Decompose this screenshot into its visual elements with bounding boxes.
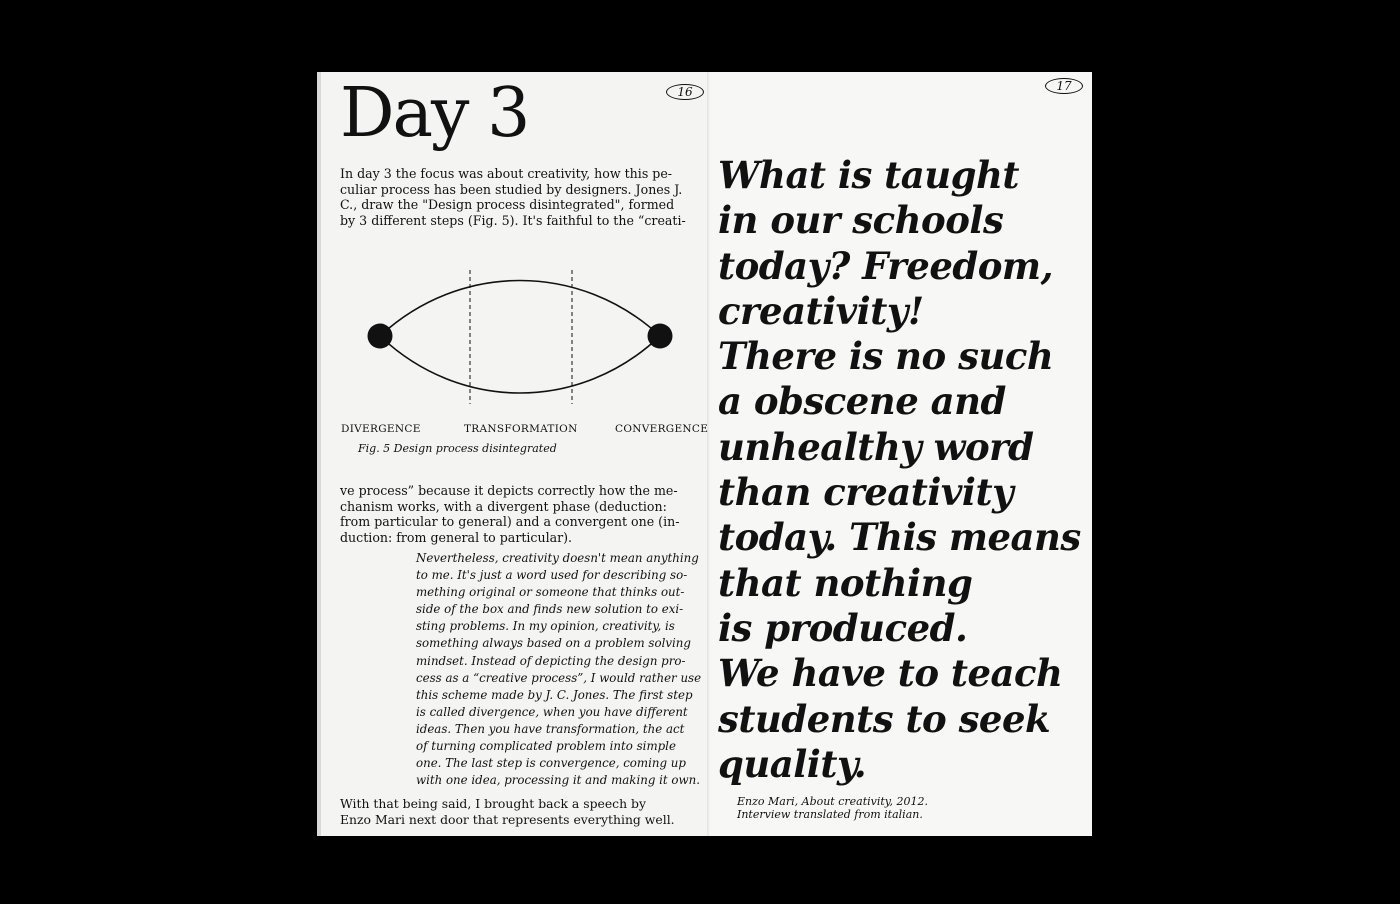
italic-line: mindset. Instead of depicting the design pro-: [416, 653, 686, 668]
quote-line: today. This means: [718, 515, 1081, 560]
intro-line: culiar process has been studied by designers. Jones J.: [340, 181, 683, 197]
quote-line: What is taught: [718, 153, 1019, 197]
quote-line: students to seek: [718, 696, 1051, 741]
intro-line: C., draw the "Design process disintegrated", formed: [340, 197, 675, 213]
italic-line: side of the box and finds new solution to exi-: [416, 602, 684, 617]
italic-line: this scheme made by J. C. Jones. The first step: [416, 687, 693, 702]
page-title: Day 3: [340, 74, 529, 153]
intro-paragraph: [340, 166, 702, 228]
credit-line: Interview translated from italian.: [737, 808, 923, 821]
quote-line: in our schools: [718, 198, 1004, 243]
intro-line: In day 3 the focus was about creativity, how this pe-: [340, 166, 673, 181]
quote-line: quality.: [718, 741, 867, 786]
italic-line: something always based on a problem solving: [416, 636, 691, 651]
quote-line: unhealthy word: [718, 424, 1034, 469]
figure-caption: Fig. 5 Design process disintegrated: [358, 442, 557, 455]
label-convergence: CONVERGENCE: [615, 423, 709, 435]
italic-line: mething original or someone that thinks out-: [416, 585, 685, 600]
italic-line: cess as a “creative process”, I would rather use: [416, 670, 702, 685]
closing-line: With that being said, I brought back a speech by: [340, 796, 646, 811]
italic-line: with one idea, processing it and making it own.: [416, 773, 700, 788]
credit-line: Enzo Mari, About creativity, 2012.: [737, 795, 929, 808]
diagram-upper-arc: [380, 281, 660, 337]
continuation-line: from particular to general) and a convergent one (in-: [340, 514, 680, 530]
quote-line: than creativity: [718, 470, 1014, 515]
closing-line: Enzo Mari next door that represents everything well.: [340, 811, 675, 827]
quote-line: that nothing: [718, 560, 973, 605]
quote-credit: [737, 795, 928, 821]
intro-line: by 3 different steps (Fig. 5). It's faithful to the “creati-: [340, 212, 686, 228]
diagram-lower-arc: [380, 336, 660, 393]
italic-line: one. The last step is convergence, coming up: [416, 756, 686, 771]
quote-line: is produced.: [718, 605, 968, 650]
quote-line: There is no such: [718, 334, 1054, 379]
italic-paragraph: [416, 550, 704, 789]
book-gutter: [707, 72, 710, 836]
italic-line: of turning complicated problem into simple: [416, 739, 676, 754]
diagram-end-node: [648, 324, 673, 349]
page-number-left: 16: [666, 84, 704, 100]
continuation-line: chanism works, with a divergent phase (deduction:: [340, 498, 667, 514]
italic-line: ideas. Then you have transformation, the act: [416, 721, 685, 736]
italic-line: is called divergence, when you have different: [416, 704, 688, 719]
italic-line: sting problems. In my opinion, creativity, is: [416, 619, 675, 634]
italic-line: Nevertheless, creativity doesn't mean anything: [416, 551, 699, 565]
quote-line: We have to teach: [718, 651, 1063, 696]
closing-paragraph: [340, 796, 702, 827]
continuation-line: ve process” because it depicts correctly how the me-: [340, 483, 678, 498]
enzo-mari-quote: [718, 153, 1081, 787]
quote-line: creativity!: [718, 288, 924, 333]
continuation-paragraph: [340, 483, 702, 545]
quote-line: a obscene and: [718, 379, 1006, 424]
continuation-line: duction: from general to particular).: [340, 529, 573, 545]
diagram-start-node: [368, 324, 393, 349]
label-transformation: TRANSFORMATION: [464, 423, 578, 435]
quote-line: today? Freedom,: [718, 243, 1053, 288]
page-number-right: 17: [1045, 78, 1083, 94]
label-divergence: DIVERGENCE: [341, 423, 421, 435]
italic-line: to me. It's just a word used for describing so-: [416, 568, 688, 583]
